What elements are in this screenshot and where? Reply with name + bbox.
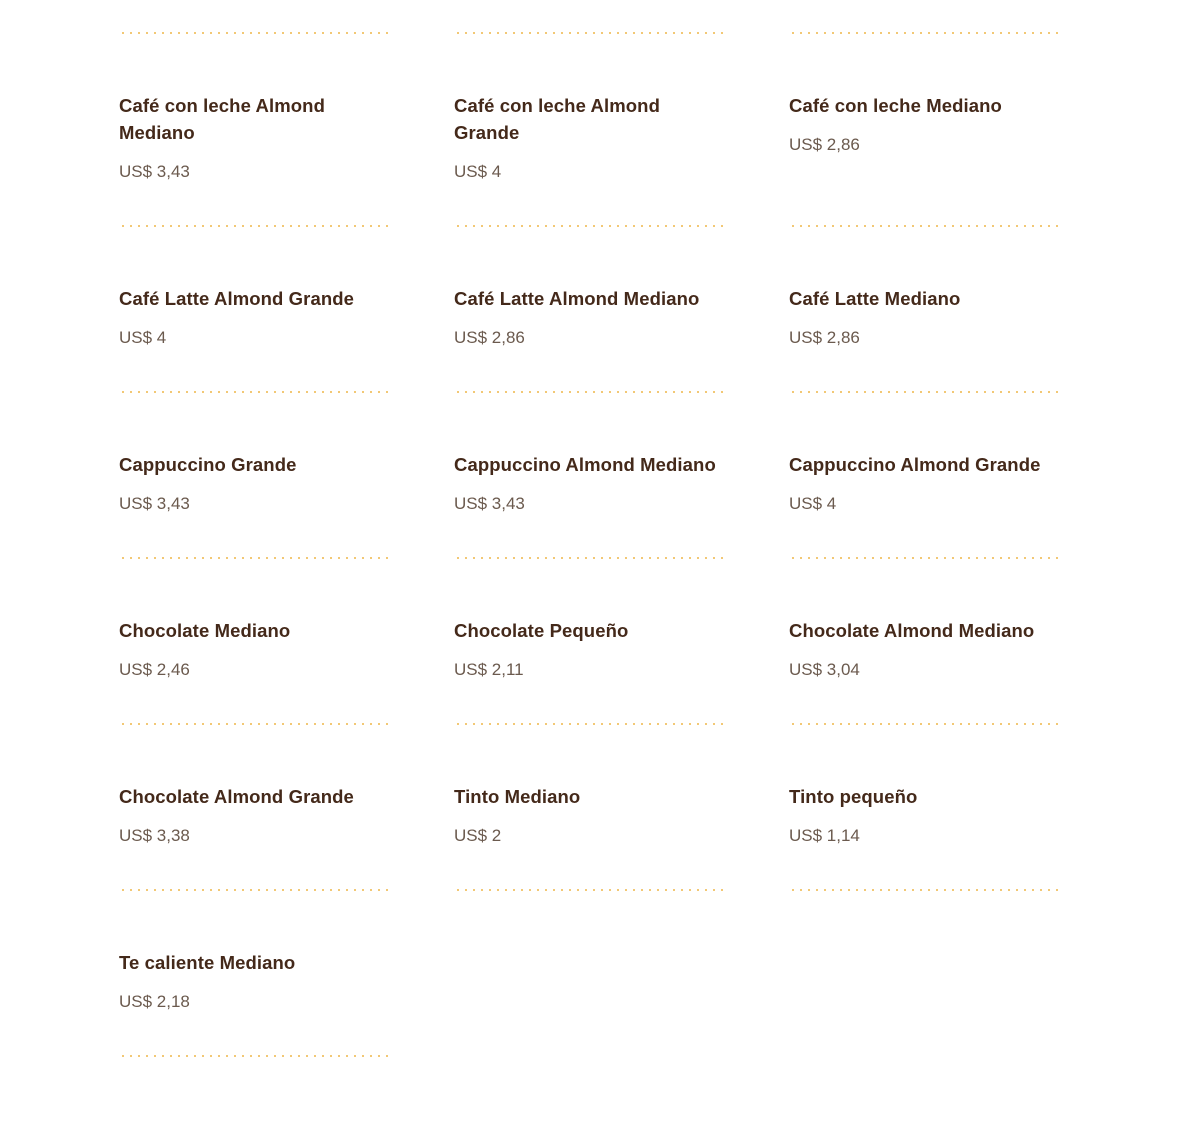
menu-row-separators xyxy=(119,723,1059,725)
menu-item[interactable] xyxy=(454,92,723,185)
menu-item[interactable] xyxy=(789,92,1058,185)
dotted-separator xyxy=(789,32,1058,34)
menu-cell xyxy=(454,557,723,559)
dotted-separator xyxy=(119,557,388,559)
menu-cell xyxy=(454,32,723,34)
menu-item[interactable] xyxy=(454,617,723,683)
menu-cell xyxy=(789,225,1058,227)
item-price: US$ 4 xyxy=(119,328,167,347)
menu-item[interactable] xyxy=(119,617,388,683)
menu-row-separators xyxy=(119,889,1059,891)
menu-row-separators xyxy=(119,391,1059,393)
item-name[interactable]: Chocolate Almond Mediano xyxy=(789,620,1035,641)
menu-cell xyxy=(789,723,1058,725)
menu-cell xyxy=(789,889,1058,891)
item-name[interactable]: Te caliente Mediano xyxy=(119,952,296,973)
item-price: US$ 4 xyxy=(454,162,502,181)
item-name[interactable]: Café con leche Mediano xyxy=(789,95,1002,116)
item-price: US$ 2,11 xyxy=(454,660,524,679)
menu-cell xyxy=(454,723,723,725)
item-name[interactable]: Chocolate Almond Grande xyxy=(119,786,354,807)
dotted-separator xyxy=(119,723,388,725)
item-price: US$ 2,86 xyxy=(454,328,525,347)
item-price: US$ 4 xyxy=(789,494,837,513)
dotted-separator xyxy=(789,723,1058,725)
dotted-separator xyxy=(454,391,723,393)
menu-cell xyxy=(119,391,388,393)
menu-item[interactable] xyxy=(119,92,388,185)
dotted-separator xyxy=(119,1055,388,1057)
dotted-separator xyxy=(454,225,723,227)
menu-cell xyxy=(454,889,723,891)
menu-item[interactable] xyxy=(454,783,723,849)
menu-cell xyxy=(119,723,388,725)
dotted-separator xyxy=(119,225,388,227)
menu-cell xyxy=(119,889,388,891)
item-name[interactable]: Café Latte Mediano xyxy=(789,288,961,309)
menu-row xyxy=(119,92,1059,185)
menu-row-separators xyxy=(119,1055,1059,1057)
item-price: US$ 2,18 xyxy=(119,992,190,1011)
item-name[interactable]: Tinto pequeño xyxy=(789,786,918,807)
menu-cell xyxy=(454,391,723,393)
item-price: US$ 3,43 xyxy=(119,162,190,181)
menu-row-separators xyxy=(119,557,1059,559)
menu-item[interactable] xyxy=(119,783,388,849)
dotted-separator xyxy=(119,32,388,34)
dotted-separator xyxy=(454,557,723,559)
menu-item[interactable] xyxy=(789,451,1058,517)
menu-row-top-separators xyxy=(119,32,1059,34)
item-name[interactable]: Café Latte Almond Mediano xyxy=(454,288,700,309)
menu-item[interactable] xyxy=(789,617,1058,683)
item-name[interactable]: Cappuccino Almond Mediano xyxy=(454,454,716,475)
menu-cell xyxy=(119,32,388,34)
menu-cell xyxy=(789,32,1058,34)
item-name[interactable]: Cappuccino Almond Grande xyxy=(789,454,1041,475)
item-name[interactable]: Chocolate Pequeño xyxy=(454,620,629,641)
menu-item[interactable] xyxy=(789,783,1058,849)
menu-row-separators xyxy=(119,225,1059,227)
menu-cell xyxy=(119,557,388,559)
item-price: US$ 2,86 xyxy=(789,328,860,347)
dotted-separator xyxy=(454,889,723,891)
item-name[interactable]: Café con leche Almond Grande xyxy=(454,95,660,143)
item-name[interactable]: Tinto Mediano xyxy=(454,786,581,807)
item-price: US$ 3,43 xyxy=(454,494,525,513)
item-price: US$ 3,43 xyxy=(119,494,190,513)
item-name[interactable]: Café con leche Almond Mediano xyxy=(119,95,325,143)
menu-row xyxy=(119,949,1059,1015)
menu-item[interactable] xyxy=(454,451,723,517)
dotted-separator xyxy=(789,557,1058,559)
item-price: US$ 3,04 xyxy=(789,660,860,679)
menu-cell xyxy=(454,225,723,227)
item-price: US$ 2 xyxy=(454,826,502,845)
menu-row xyxy=(119,617,1059,683)
dotted-separator xyxy=(119,391,388,393)
menu-item[interactable] xyxy=(789,285,1058,351)
menu-grid xyxy=(119,0,1059,1057)
item-price: US$ 3,38 xyxy=(119,826,190,845)
menu-item[interactable] xyxy=(119,451,388,517)
menu-item[interactable] xyxy=(119,285,388,351)
dotted-separator xyxy=(454,723,723,725)
dotted-separator xyxy=(119,889,388,891)
menu-item[interactable] xyxy=(454,285,723,351)
menu-item[interactable] xyxy=(119,949,388,1015)
menu-row xyxy=(119,783,1059,849)
dotted-separator xyxy=(789,889,1058,891)
menu-cell xyxy=(119,1055,388,1057)
menu-row xyxy=(119,285,1059,351)
item-price: US$ 2,86 xyxy=(789,135,860,154)
dotted-separator xyxy=(789,391,1058,393)
menu-cell xyxy=(789,557,1058,559)
dotted-separator xyxy=(454,32,723,34)
dotted-separator xyxy=(789,225,1058,227)
menu-cell xyxy=(789,391,1058,393)
item-name[interactable]: Chocolate Mediano xyxy=(119,620,291,641)
item-name[interactable]: Cappuccino Grande xyxy=(119,454,297,475)
item-name[interactable]: Café Latte Almond Grande xyxy=(119,288,355,309)
item-price: US$ 2,46 xyxy=(119,660,190,679)
menu-cell xyxy=(119,225,388,227)
item-price: US$ 1,14 xyxy=(789,826,860,845)
menu-row xyxy=(119,451,1059,517)
